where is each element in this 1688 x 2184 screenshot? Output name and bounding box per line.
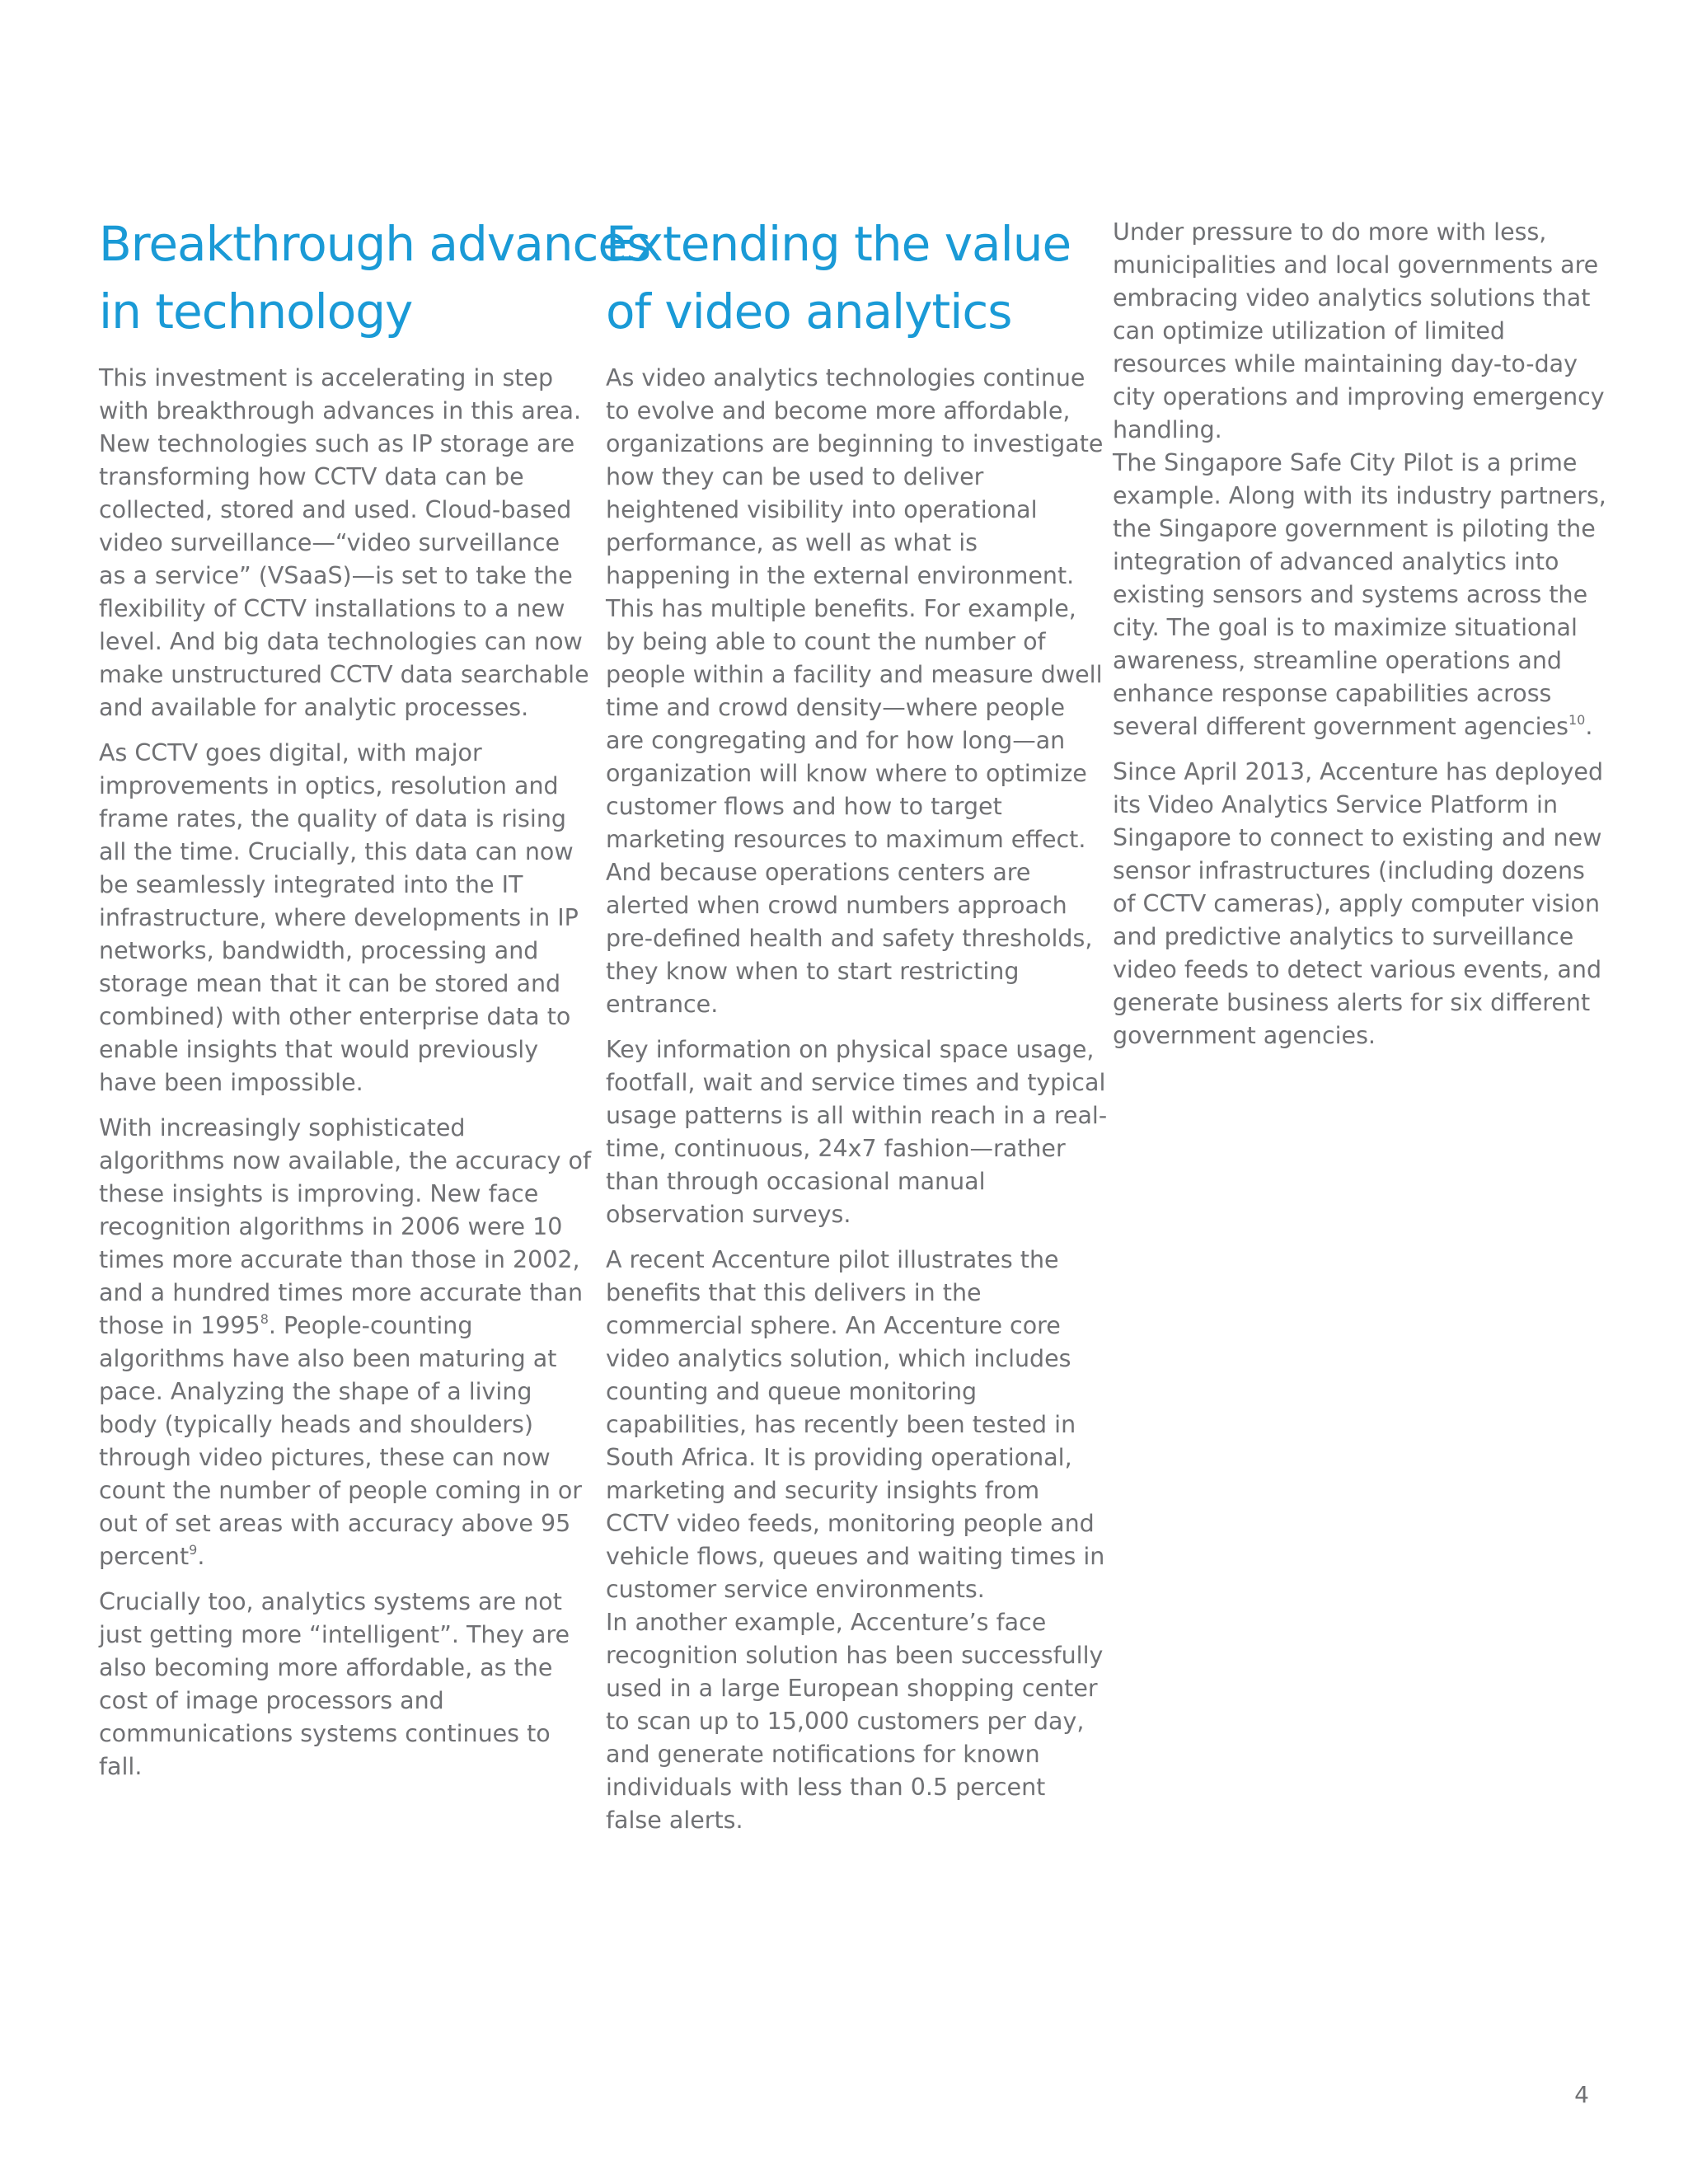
paragraph-text: The Singapore Safe City Pilot is a prime example. Along with its industry partners, the Singapore government is piloting the integration of advanced analytics into existing sensors and systems across the city. The goal is to maximize situational awareness, streamline operations and enhance response capabilities across several different government agencies (1113, 449, 1606, 740)
paragraph: This investment is accelerating in step with breakthrough advances in this area. New technologies such as IP storage are transforming how CCTV data can be collected, stored and used. Cloud-based video surveillance—“video surveillance as a service” (VSaaS)—is set to take the flexibility of CCTV installations to a new level. And big data technologies can now make unstructured CCTV data searchable and available for analytic processes. (99, 364, 589, 721)
paragraph: As video analytics technologies continue to evolve and become more affordable, organizations are beginning to investigate how they can be used to deliver heightened visibility into operational performance, as well as what is happening in the external environment. This has multiple benefits. For example, by being able to count the number of people within a facility and measure dwell time and crowd density—where people are congregating and for how long—an organization will know where to optimize customer flows and how to target marketing resources to maximum effect. And because operations centers are alerted when crowd numbers approach pre-defined health and safety thresholds, they know when to start restricting entrance. (606, 364, 1104, 1018)
paragraph: Key information on physical space usage, footfall, wait and service times and typical usage patterns is all within reach in a real-time, continuous, 24x7 fashion—rather than through occasional manual observation surveys. (606, 1036, 1108, 1228)
column-breakthrough-advances (99, 210, 651, 1796)
paragraph-text: . (197, 1543, 205, 1570)
column-extending-value (606, 210, 1109, 1849)
heading-breakthrough-advances (99, 210, 651, 345)
footnote-ref: 10 (1568, 712, 1586, 728)
paragraph: Under pressure to do more with less, municipalities and local governments are embracing video analytics solutions that can optimize utilization of limited resources while maintaining day-to-day city operations and improving emergency handling. (1113, 218, 1605, 443)
paragraph (99, 1112, 593, 1573)
footnote-ref: 9 (189, 1542, 198, 1558)
paragraph: Since April 2013, Accenture has deployed its Video Analytics Service Platform in Singapore to connect to existing and new sensor infrastructures (including dozens of CCTV cameras), apply computer vision and predictive analytics to surveillance video feeds to detect various events, and generate business alerts for six different government agencies. (1113, 758, 1604, 1049)
paragraph: In another example, Accenture’s face recognition solution has been successfully used in a large European shopping center to scan up to 15,000 customers per day, and generate notifications for known individuals with less than 0.5 percent false alerts. (606, 1609, 1104, 1834)
paragraph-text: With increasingly sophisticated algorithms now available, the accuracy of these insights is improving. New face recognition algorithms in 2006 were 10 times more accurate than those in 2002, and a hundred times more accurate than those in 1995 (99, 1114, 592, 1339)
heading-line: in technology (99, 284, 413, 340)
paragraph: Crucially too, analytics systems are not just getting more “intelligent”. They are also becoming more affordable, as the cost of image processors and communications systems continues to fall. (99, 1588, 570, 1780)
paragraph: A recent Accenture pilot illustrates the benefits that this delivers in the commercial sphere. An Accenture core video analytics solution, which includes counting and queue monitoring capabilities, has recently been tested in South Africa. It is providing operational, marketing and security insights from CCTV video feeds, monitoring people and vehicle flows, queues and waiting times in customer service environments. (606, 1246, 1105, 1603)
paragraph: As CCTV goes digital, with major improvements in optics, resolution and frame rates, the quality of data is rising all the time. Crucially, this data can now be seamlessly integrated into the IT infrastructure, where developments in IP networks, bandwidth, processing and storage mean that it can be stored and combined) with other enterprise data to enable insights that would previously have been impossible. (99, 739, 579, 1096)
heading-line: of video analytics (606, 284, 1012, 340)
heading-line: Extending the value (606, 216, 1071, 272)
footnote-ref: 8 (260, 1311, 269, 1327)
column-government-use (1113, 216, 1607, 1065)
heading-extending-value (606, 210, 1109, 345)
heading-line: Breakthrough advances (99, 216, 651, 272)
paragraph-text: . People-counting algorithms have also been maturing at pace. Analyzing the shape of a living body (typically heads and shoulders) through video pictures, these can now count the number of people coming in or out of set areas with accuracy above 95 percent (99, 1312, 582, 1570)
page-number: 4 (1574, 2081, 1589, 2108)
paragraph-text: . (1585, 713, 1593, 740)
paragraph (1113, 447, 1607, 743)
